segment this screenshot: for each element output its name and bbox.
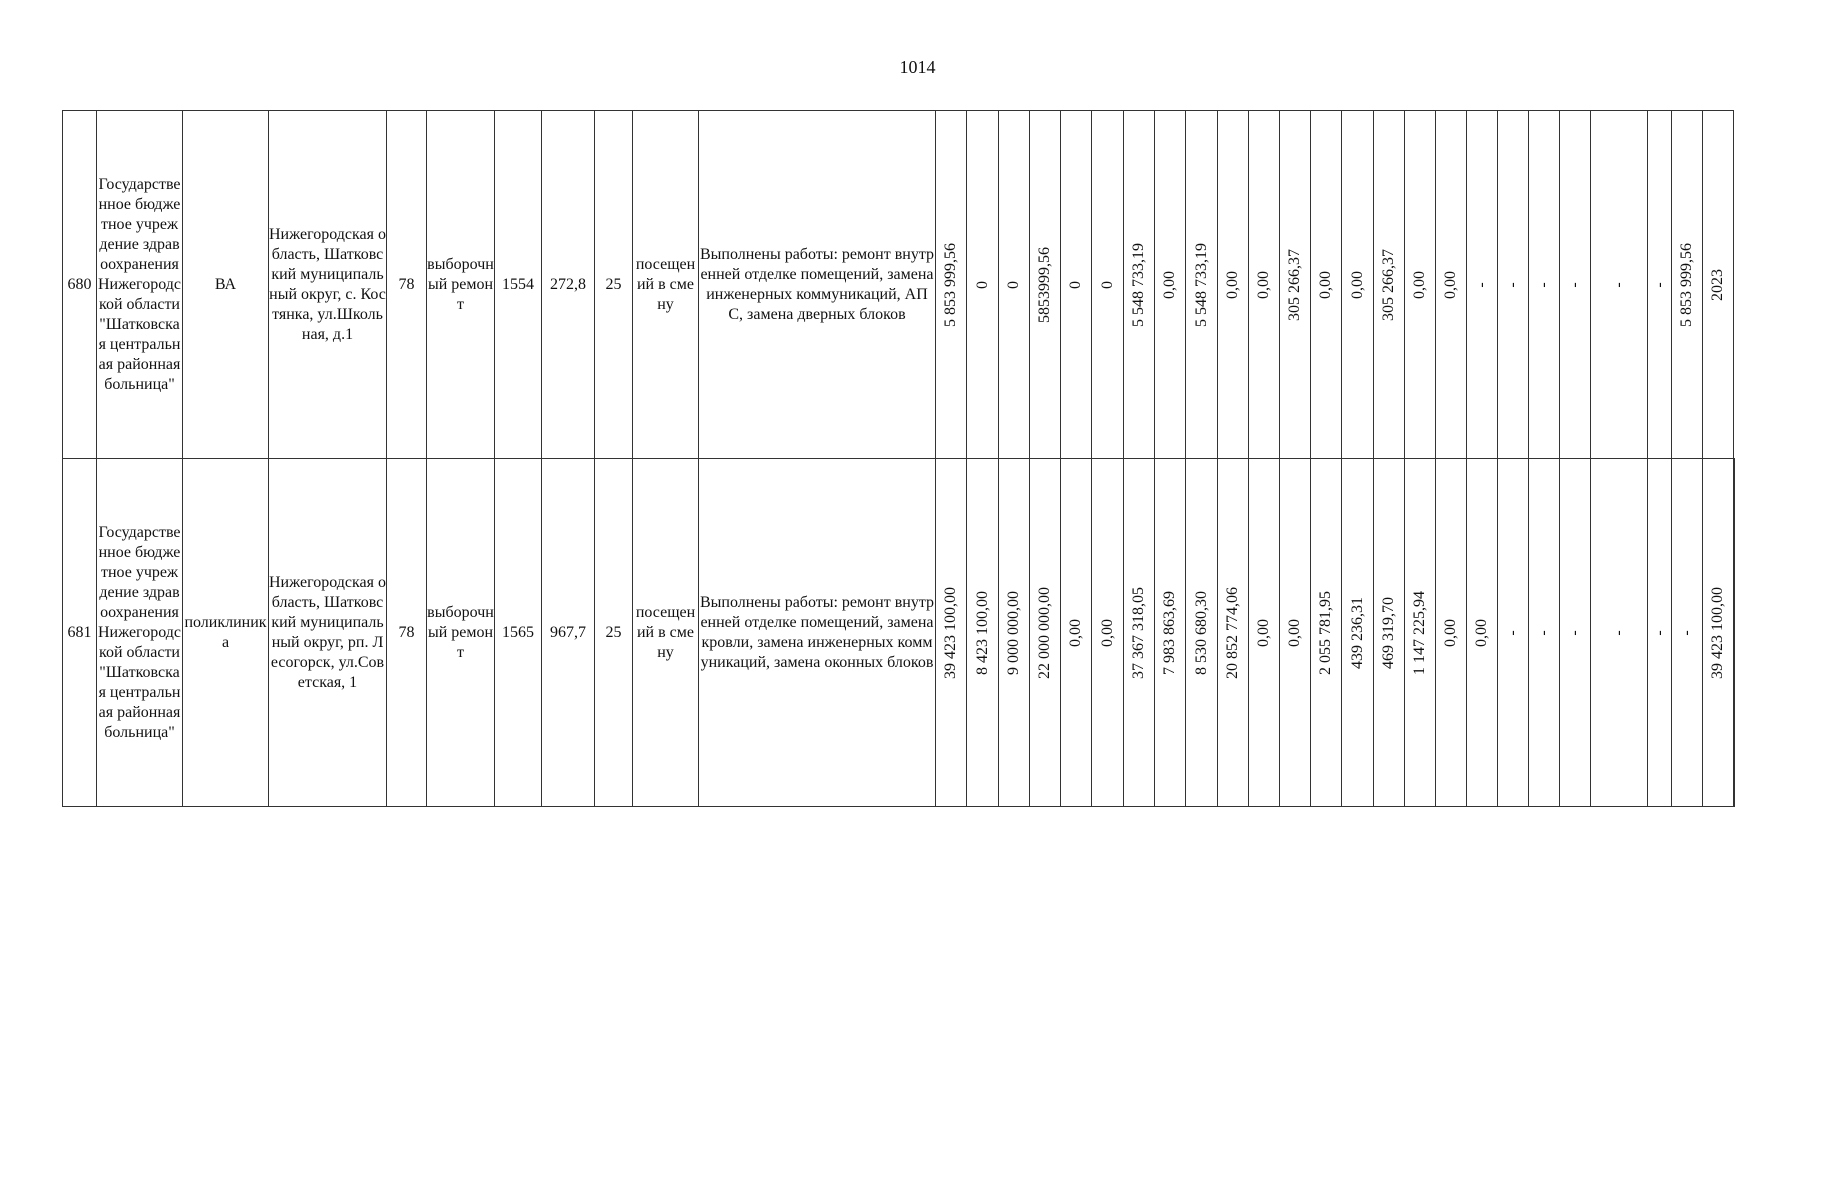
amount-cell xyxy=(1186,111,1218,459)
amount-cell xyxy=(1374,111,1405,459)
capacity-unit: посещений в смену xyxy=(633,459,699,807)
amount-cell xyxy=(1591,111,1648,459)
amount-value: - xyxy=(1650,629,1668,636)
year-cell: 1565 xyxy=(495,459,542,807)
amount-value: - xyxy=(1535,629,1552,636)
amount-value: 2 055 781,95 xyxy=(1317,590,1334,675)
table-row xyxy=(63,111,1735,459)
table-row xyxy=(63,459,1735,807)
amount-value: - xyxy=(1650,281,1668,288)
amount-value: 469 319,70 xyxy=(1380,596,1397,669)
amount-value: 9 000 000,00 xyxy=(1005,590,1022,675)
code-cell: 78 xyxy=(387,459,427,807)
area-cell: 967,7 xyxy=(542,459,595,807)
amount-value: 0,00 xyxy=(1442,270,1459,299)
amount-value: 0,00 xyxy=(1067,618,1084,647)
amount-cell xyxy=(1560,111,1591,459)
row-number: 681 xyxy=(63,459,97,807)
amount-value: 305 266,37 xyxy=(1286,248,1303,321)
amount-value: 2023 xyxy=(1709,268,1726,301)
amount-cell xyxy=(1703,459,1734,807)
amount-value: 39 423 100,00 xyxy=(942,586,959,679)
amount-value: 0,00 xyxy=(1161,270,1178,299)
amount-value: 439 236,31 xyxy=(1348,596,1366,669)
amount-value: 0,00 xyxy=(1286,618,1303,647)
amount-cell xyxy=(936,459,967,807)
amount-value xyxy=(1734,617,1735,649)
amount-value: - xyxy=(1535,281,1552,288)
amount-cell xyxy=(1436,111,1467,459)
amount-cell xyxy=(967,459,999,807)
works-description: Выполнены работы: ремонт внутренней отделке помещений, замена кровли, замена инженерных коммуникаций, замена оконных блоков xyxy=(699,459,936,807)
amount-cell xyxy=(1498,111,1529,459)
amount-value: 5 853 999,56 xyxy=(1678,242,1695,327)
amount-value: 0 xyxy=(973,280,991,289)
amount-value: 22 000 000,00 xyxy=(1036,586,1053,679)
amount-cell xyxy=(1342,111,1374,459)
amount-cell xyxy=(1672,459,1703,807)
amount-value: 0 xyxy=(1005,280,1022,289)
amount-value: 0,00 xyxy=(1442,618,1459,647)
amount-value: 0,00 xyxy=(1098,618,1116,647)
amount-cell xyxy=(1672,111,1703,459)
amount-value: 1 147 225,94 xyxy=(1411,590,1428,675)
amount-value: 0,00 xyxy=(1224,270,1241,299)
amount-cell xyxy=(1061,111,1092,459)
works-description: Выполнены работы: ремонт внутренней отделке помещений, замена инженерных коммуникаций, АПС, замена дверных блоков xyxy=(699,111,936,459)
amount-value: - xyxy=(1610,629,1627,636)
amount-cell xyxy=(1311,459,1342,807)
amount-cell xyxy=(1218,111,1249,459)
amount-cell xyxy=(1342,459,1374,807)
amount-cell xyxy=(1374,459,1405,807)
amount-value: 5 548 733,19 xyxy=(1192,242,1210,327)
area-cell: 272,8 xyxy=(542,111,595,459)
amount-cell xyxy=(1405,111,1436,459)
amount-cell xyxy=(1186,459,1218,807)
capacity-unit: посещений в смену xyxy=(633,111,699,459)
amount-cell xyxy=(1311,111,1342,459)
amount-value: 39 423 100,00 xyxy=(1709,586,1726,679)
amount-value: 0,00 xyxy=(1255,270,1272,299)
amount-cell xyxy=(967,111,999,459)
amount-value: 0,00 xyxy=(1317,270,1334,299)
amount-cell xyxy=(1467,111,1498,459)
amount-value: 7 983 863,69 xyxy=(1161,590,1178,675)
amount-cell xyxy=(999,111,1030,459)
amount-cell xyxy=(1734,459,1735,807)
amount-value: 8 530 680,30 xyxy=(1192,590,1210,675)
amount-value: - xyxy=(1473,281,1490,288)
page-number: 1014 xyxy=(899,57,936,77)
amount-cell xyxy=(1092,459,1124,807)
year-cell: 1554 xyxy=(495,111,542,459)
amount-value: 37 367 318,05 xyxy=(1130,586,1147,679)
object-address: Нижегородская область, Шатковский муниципальный округ, с. Костянка, ул.Школьная, д.1 xyxy=(269,111,387,459)
amount-value: 5 548 733,19 xyxy=(1130,242,1147,327)
amount-cell xyxy=(1280,111,1311,459)
amount-cell xyxy=(1648,111,1672,459)
object-name: поликлиника xyxy=(183,459,269,807)
amount-cell xyxy=(1467,459,1498,807)
amount-cell xyxy=(1591,459,1648,807)
repair-register-table xyxy=(62,110,1735,807)
institution-name: Государственное бюджетное учреждение здравоохранения Нижегородской области "Шатковская центральная районная больница" xyxy=(97,111,183,459)
amount-cell xyxy=(1529,111,1560,459)
amount-cell xyxy=(1648,459,1672,807)
amount-value: 0 xyxy=(1067,280,1084,289)
capacity-cell: 25 xyxy=(595,459,633,807)
amount-value: 5 853 999,56 xyxy=(942,242,959,327)
amount-value: 5853999,56 xyxy=(1036,246,1053,323)
amount-value: 0,00 xyxy=(1473,618,1490,647)
object-name: ВА xyxy=(183,111,269,459)
amount-value: 0,00 xyxy=(1348,270,1366,299)
object-address: Нижегородская область, Шатковский муниципальный округ, рп. Лесогорск, ул.Советская, 1 xyxy=(269,459,387,807)
amount-value: 0,00 xyxy=(1255,618,1272,647)
amount-cell xyxy=(1529,459,1560,807)
amount-cell xyxy=(1249,459,1280,807)
amount-value: - xyxy=(1566,281,1583,288)
amount-cell xyxy=(1124,111,1155,459)
amount-value: - xyxy=(1504,281,1521,288)
amount-cell xyxy=(1249,111,1280,459)
amount-value: 0,00 xyxy=(1411,270,1428,299)
amount-cell xyxy=(1498,459,1529,807)
amount-value: 305 266,37 xyxy=(1380,248,1397,321)
amount-cell xyxy=(1030,111,1061,459)
amount-value: - xyxy=(1566,629,1583,636)
amount-cell xyxy=(1030,459,1061,807)
amount-cell xyxy=(1061,459,1092,807)
institution-name: Государственное бюджетное учреждение здравоохранения Нижегородской области "Шатковская центральная районная больница" xyxy=(97,459,183,807)
amount-value: 0 xyxy=(1098,280,1116,289)
amount-cell xyxy=(936,111,967,459)
amount-value: 20 852 774,06 xyxy=(1224,586,1241,679)
amount-cell xyxy=(1280,459,1311,807)
amount-value: - xyxy=(1678,629,1695,636)
amount-cell xyxy=(1155,459,1186,807)
amount-value: - xyxy=(1504,629,1521,636)
amount-cell xyxy=(1560,459,1591,807)
row-number: 680 xyxy=(63,111,97,459)
amount-cell xyxy=(1405,459,1436,807)
amount-cell xyxy=(1703,111,1734,459)
amount-value: - xyxy=(1610,281,1627,288)
repair-type: выборочный ремонт xyxy=(427,111,495,459)
amount-cell xyxy=(1155,111,1186,459)
amount-cell xyxy=(1218,459,1249,807)
amount-cell xyxy=(1124,459,1155,807)
repair-type: выборочный ремонт xyxy=(427,459,495,807)
amount-cell xyxy=(1436,459,1467,807)
amount-cell xyxy=(1092,111,1124,459)
code-cell: 78 xyxy=(387,111,427,459)
amount-cell xyxy=(999,459,1030,807)
capacity-cell: 25 xyxy=(595,111,633,459)
amount-value: 8 423 100,00 xyxy=(973,590,991,675)
